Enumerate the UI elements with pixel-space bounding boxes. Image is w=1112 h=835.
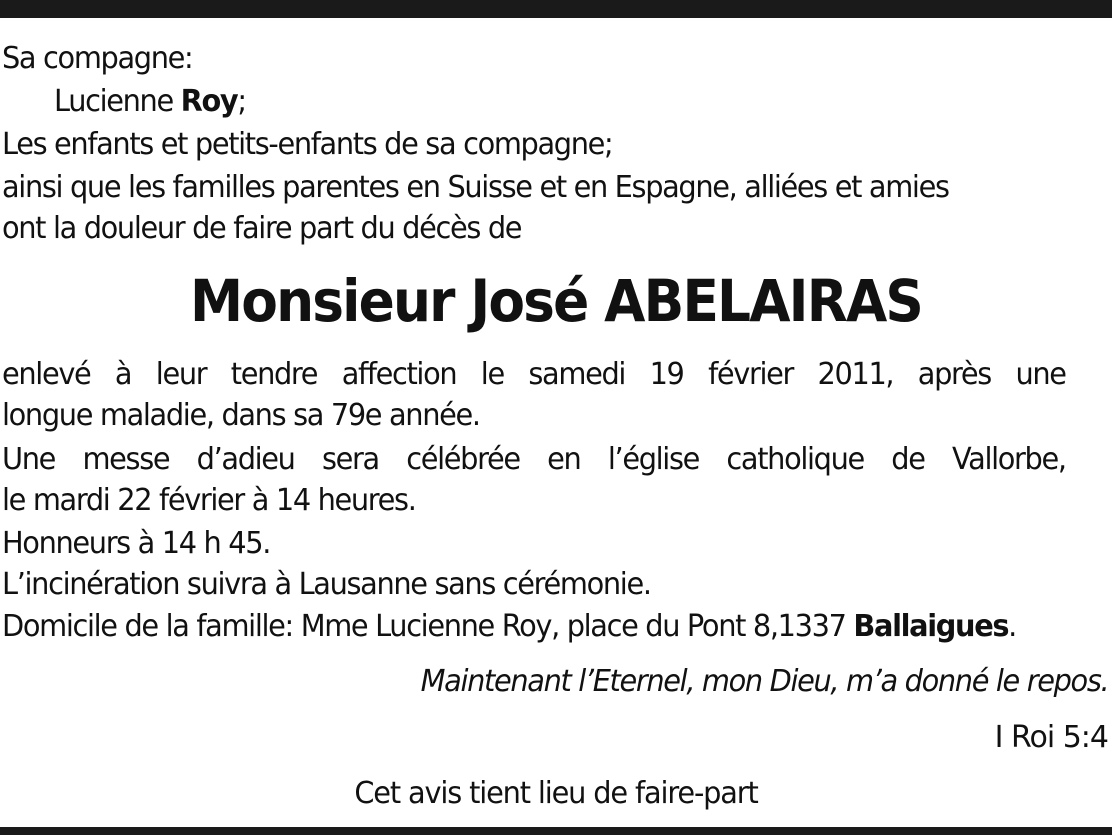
details-line-mass: Une messe d’adieu sera célébrée en l’église catholique de Vallorbe, (2, 442, 1066, 477)
top-rule (0, 0, 1112, 18)
address-text: Domicile de la famille: Mme Lucienne Roy, place du Pont 8,1337 (2, 609, 854, 644)
details-line-mass-date: le mardi 22 février à 14 heures. (2, 483, 416, 518)
deceased-name-heading: Monsieur José ABELAIRAS (190, 267, 922, 335)
intro-line-companion-name (54, 85, 1112, 119)
details-line-illness: longue maladie, dans sa 79e année. (2, 398, 480, 433)
details-line-address (2, 610, 1066, 644)
bible-verse: Maintenant l’Eternel, mon Dieu, m’a donné le repos. (420, 664, 1108, 699)
details-line-death-date: enlevé à leur tendre affection le samedi 19 février 2011, après une (2, 357, 1066, 392)
companion-last-name: Roy (180, 84, 238, 119)
details-line-honours: Honneurs à 14 h 45. (2, 526, 271, 561)
address-punctuation: . (1008, 609, 1016, 644)
intro-line-companion-label: Sa compagne: (2, 41, 193, 76)
intro-line-announcement: ont la douleur de faire part du décès de (2, 211, 522, 246)
details-line-cremation: L’incinération suivra à Lausanne sans cérémonie. (2, 567, 651, 602)
intro-line-families: ainsi que les familles parentes en Suisse et en Espagne, alliées et amies (2, 170, 949, 205)
companion-first-name: Lucienne (54, 84, 181, 119)
notice-footer: Cet avis tient lieu de faire-part (354, 776, 758, 811)
intro-line-children: Les enfants et petits-enfants de sa compagne; (2, 127, 613, 162)
companion-punctuation: ; (237, 84, 246, 119)
bible-verse-reference: I Roi 5:4 (994, 720, 1108, 755)
address-town: Ballaigues (853, 609, 1009, 644)
bottom-rule (0, 827, 1112, 835)
